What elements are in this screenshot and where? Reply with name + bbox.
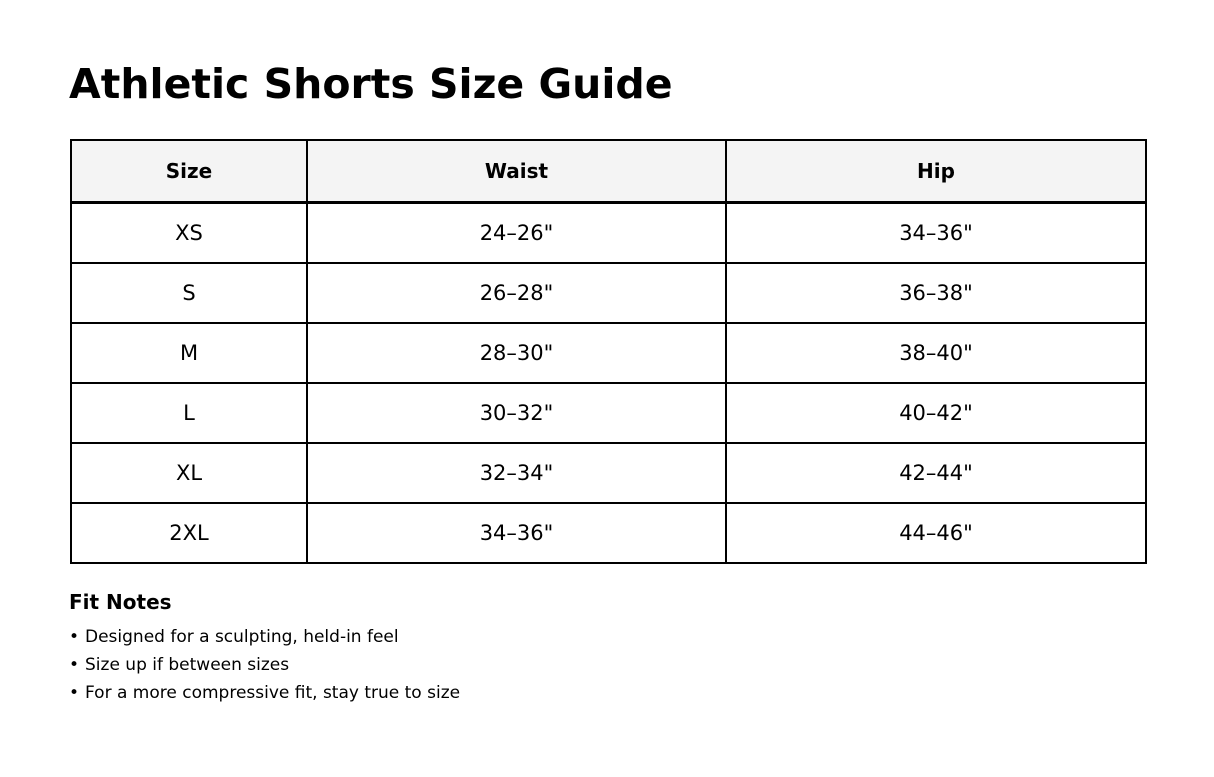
table-row: [71, 503, 1146, 563]
fit-notes-title: Fit Notes: [69, 590, 172, 614]
size-cell: S: [71, 263, 307, 323]
fit-note-item: [69, 651, 460, 679]
size-cell: L: [71, 383, 307, 443]
size-cell: XL: [71, 443, 307, 503]
table-row: [71, 323, 1146, 383]
table-row: [71, 383, 1146, 443]
page-title: Athletic Shorts Size Guide: [69, 60, 673, 108]
waist-cell: 28–30": [307, 323, 726, 383]
hip-cell: 44–46": [726, 503, 1146, 563]
hip-cell: 42–44": [726, 443, 1146, 503]
size-table: [70, 139, 1147, 564]
fit-note-text: For a more compressive fit, stay true to size: [85, 683, 461, 703]
column-header-waist: Waist: [307, 140, 726, 203]
column-header-hip: Hip: [726, 140, 1146, 203]
bullet-icon: •: [69, 627, 80, 647]
hip-cell: 40–42": [726, 383, 1146, 443]
size-cell: 2XL: [71, 503, 307, 563]
size-cell: XS: [71, 203, 307, 264]
waist-cell: 34–36": [307, 503, 726, 563]
fit-note-text: Designed for a sculpting, held-in feel: [85, 627, 399, 647]
bullet-icon: •: [69, 655, 80, 675]
table-row: [71, 443, 1146, 503]
hip-cell: 34–36": [726, 203, 1146, 264]
waist-cell: 30–32": [307, 383, 726, 443]
table-header-row: [71, 140, 1146, 203]
waist-cell: 32–34": [307, 443, 726, 503]
hip-cell: 36–38": [726, 263, 1146, 323]
fit-note-item: [69, 679, 460, 707]
size-cell: M: [71, 323, 307, 383]
fit-note-text: Size up if between sizes: [85, 655, 290, 675]
table-row: [71, 203, 1146, 264]
hip-cell: 38–40": [726, 323, 1146, 383]
table-row: [71, 263, 1146, 323]
waist-cell: 24–26": [307, 203, 726, 264]
fit-note-item: [69, 623, 460, 651]
bullet-icon: •: [69, 683, 80, 703]
column-header-size: Size: [71, 140, 307, 203]
waist-cell: 26–28": [307, 263, 726, 323]
fit-notes-list: [69, 623, 460, 707]
